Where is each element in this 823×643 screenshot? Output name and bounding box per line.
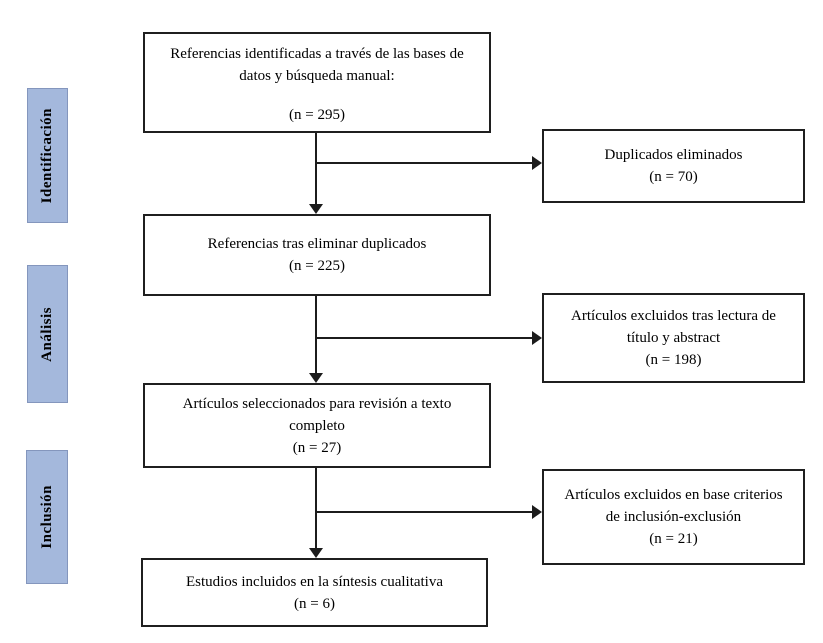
connector-line-3-vertical: [315, 468, 317, 549]
connector-line-2-vertical: [315, 296, 317, 374]
stage-label-inclusion-text: Inclusión: [38, 485, 55, 549]
flow-box-studies-included: [141, 558, 488, 627]
stage-label-identificacion: [27, 88, 68, 223]
flow-box-excluded-title-abstract: [542, 293, 805, 383]
flow-box-references-identified: [143, 32, 491, 133]
connector-line-3-horizontal: [316, 511, 533, 513]
connector-line-1-horizontal: [316, 162, 533, 164]
flow-box-excluded-criteria: [542, 469, 805, 565]
down-arrowhead-3-icon: [309, 548, 323, 558]
flow-box-fulltext-selected-count: (n = 27): [292, 439, 342, 456]
right-arrowhead-1-icon: [532, 156, 542, 170]
stage-label-identificacion-text: Identificación: [39, 107, 55, 204]
connector-line-2-horizontal: [316, 337, 533, 339]
flow-box-after-duplicates-removed: [143, 214, 491, 296]
flow-box-references-identified-text: Referencias identificadas a través de las bases de datos y búsqueda manual:: [170, 46, 464, 84]
flow-box-excluded-title-abstract-count: (n = 198): [645, 352, 702, 368]
down-arrowhead-1-icon: [309, 204, 323, 214]
flow-box-excluded-criteria-count: (n = 21): [649, 531, 698, 547]
flow-box-duplicates-removed-text: Duplicados eliminados: [604, 147, 743, 163]
flow-box-studies-included-count: (n = 6): [294, 595, 335, 612]
flow-box-studies-included-text: Estudios incluidos en la síntesis cualitativa: [185, 573, 444, 590]
connector-line-1-vertical: [315, 133, 317, 205]
down-arrowhead-2-icon: [309, 373, 323, 383]
flow-box-after-duplicates-removed-count: (n = 225): [289, 258, 345, 274]
flow-box-fulltext-selected-text: Artículos seleccionados para revisión a texto completo: [182, 395, 452, 434]
flow-box-excluded-criteria-text: Artículos excluidos en base criterios de inclusión-exclusión: [564, 487, 783, 525]
flow-box-after-duplicates-removed-text: Referencias tras eliminar duplicados: [207, 236, 427, 252]
flow-box-references-identified-count: (n = 295): [289, 107, 345, 123]
flow-box-duplicates-removed-count: (n = 70): [649, 169, 698, 185]
stage-label-inclusion: [26, 450, 68, 584]
right-arrowhead-2-icon: [532, 331, 542, 345]
stage-label-analisis-text: Análisis: [39, 306, 55, 362]
flow-box-excluded-title-abstract-text: Artículos excluidos tras lectura de título y abstract: [571, 308, 776, 346]
flow-box-duplicates-removed: [542, 129, 805, 203]
right-arrowhead-3-icon: [532, 505, 542, 519]
flow-box-fulltext-selected: [143, 383, 491, 468]
stage-label-analisis: [27, 265, 68, 403]
